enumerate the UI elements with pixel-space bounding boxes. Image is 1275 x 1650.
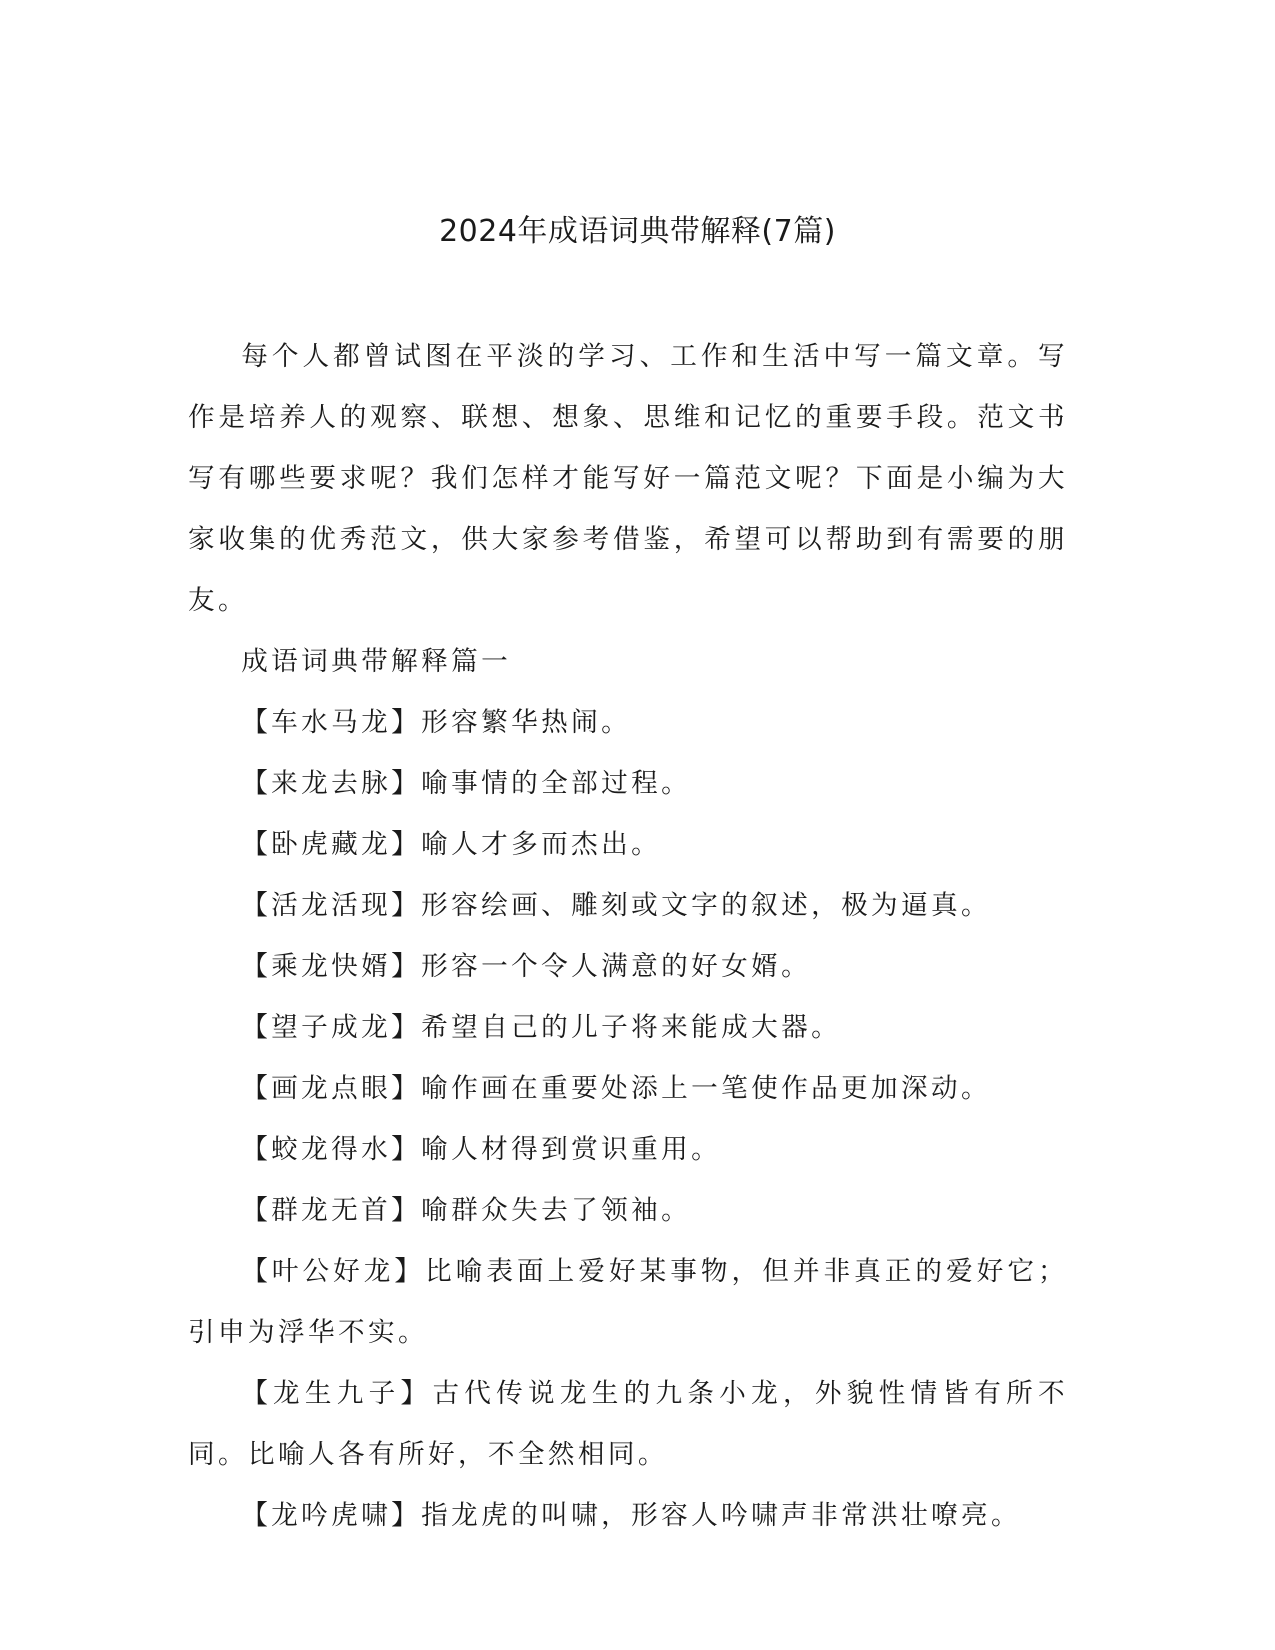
idiom-entry bbox=[188, 997, 1068, 1058]
idiom-entry bbox=[188, 753, 1068, 814]
page-title: 2024年成语词典带解释(7篇) bbox=[439, 214, 836, 249]
section-heading: 成语词典带解释篇一 bbox=[241, 646, 512, 677]
idiom-term: 【活龙活现】 bbox=[241, 890, 422, 921]
idiom-meaning: 指龙虎的叫啸，形容人吟啸声非常洪壮嘹亮。 bbox=[421, 1500, 1022, 1531]
document-body bbox=[188, 326, 1068, 1546]
idiom-entry bbox=[188, 692, 1068, 753]
idiom-entry bbox=[188, 814, 1068, 875]
idiom-meaning: 比喻表面上爱好某事物，但并非真正的爱好它；引申为浮华不实。 bbox=[188, 1256, 1068, 1348]
idiom-term: 【叶公好龙】 bbox=[241, 1256, 426, 1287]
idiom-term: 【龙吟虎啸】 bbox=[241, 1500, 422, 1531]
idiom-term: 【龙生九子】 bbox=[241, 1378, 433, 1409]
idiom-entry bbox=[188, 1485, 1068, 1546]
idiom-meaning: 喻作画在重要处添上一笔使作品更加深动。 bbox=[421, 1073, 992, 1104]
idiom-meaning: 喻事情的全部过程。 bbox=[421, 768, 692, 799]
idiom-term: 【卧虎藏龙】 bbox=[241, 829, 422, 860]
idiom-term: 【画龙点眼】 bbox=[241, 1073, 422, 1104]
idiom-entry bbox=[188, 1241, 1068, 1363]
idiom-entry bbox=[188, 936, 1068, 997]
intro-paragraph: 每个人都曾试图在平淡的学习、工作和生活中写一篇文章。写作是培养人的观察、联想、想象、思维和记忆的重要手段。范文书写有哪些要求呢？我们怎样才能写好一篇范文呢？下面是小编为大家收集的优秀范文，供大家参考借鉴，希望可以帮助到有需要的朋友。 bbox=[188, 341, 1068, 616]
idiom-meaning: 希望自己的儿子将来能成大器。 bbox=[421, 1012, 842, 1043]
idiom-entry bbox=[188, 1058, 1068, 1119]
idiom-term: 【蛟龙得水】 bbox=[241, 1134, 422, 1165]
idiom-entry bbox=[188, 1119, 1068, 1180]
idiom-meaning: 古代传说龙生的九条小龙，外貌性情皆有所不同。比喻人各有所好，不全然相同。 bbox=[188, 1378, 1069, 1470]
idiom-term: 【群龙无首】 bbox=[241, 1195, 422, 1226]
idiom-meaning: 喻群众失去了领袖。 bbox=[421, 1195, 692, 1226]
idiom-meaning: 喻人才多而杰出。 bbox=[421, 829, 662, 860]
idiom-meaning: 形容一个令人满意的好女婿。 bbox=[421, 951, 812, 982]
idiom-entry bbox=[188, 1180, 1068, 1241]
idiom-term: 【乘龙快婿】 bbox=[241, 951, 422, 982]
idiom-meaning: 形容繁华热闹。 bbox=[421, 707, 632, 738]
idiom-meaning: 喻人材得到赏识重用。 bbox=[421, 1134, 722, 1165]
idiom-entry bbox=[188, 1363, 1068, 1485]
idiom-term: 【望子成龙】 bbox=[241, 1012, 422, 1043]
idiom-term: 【来龙去脉】 bbox=[241, 768, 422, 799]
idiom-meaning: 形容绘画、雕刻或文字的叙述，极为逼真。 bbox=[421, 890, 992, 921]
idiom-term: 【车水马龙】 bbox=[241, 707, 422, 738]
idiom-entry bbox=[188, 875, 1068, 936]
